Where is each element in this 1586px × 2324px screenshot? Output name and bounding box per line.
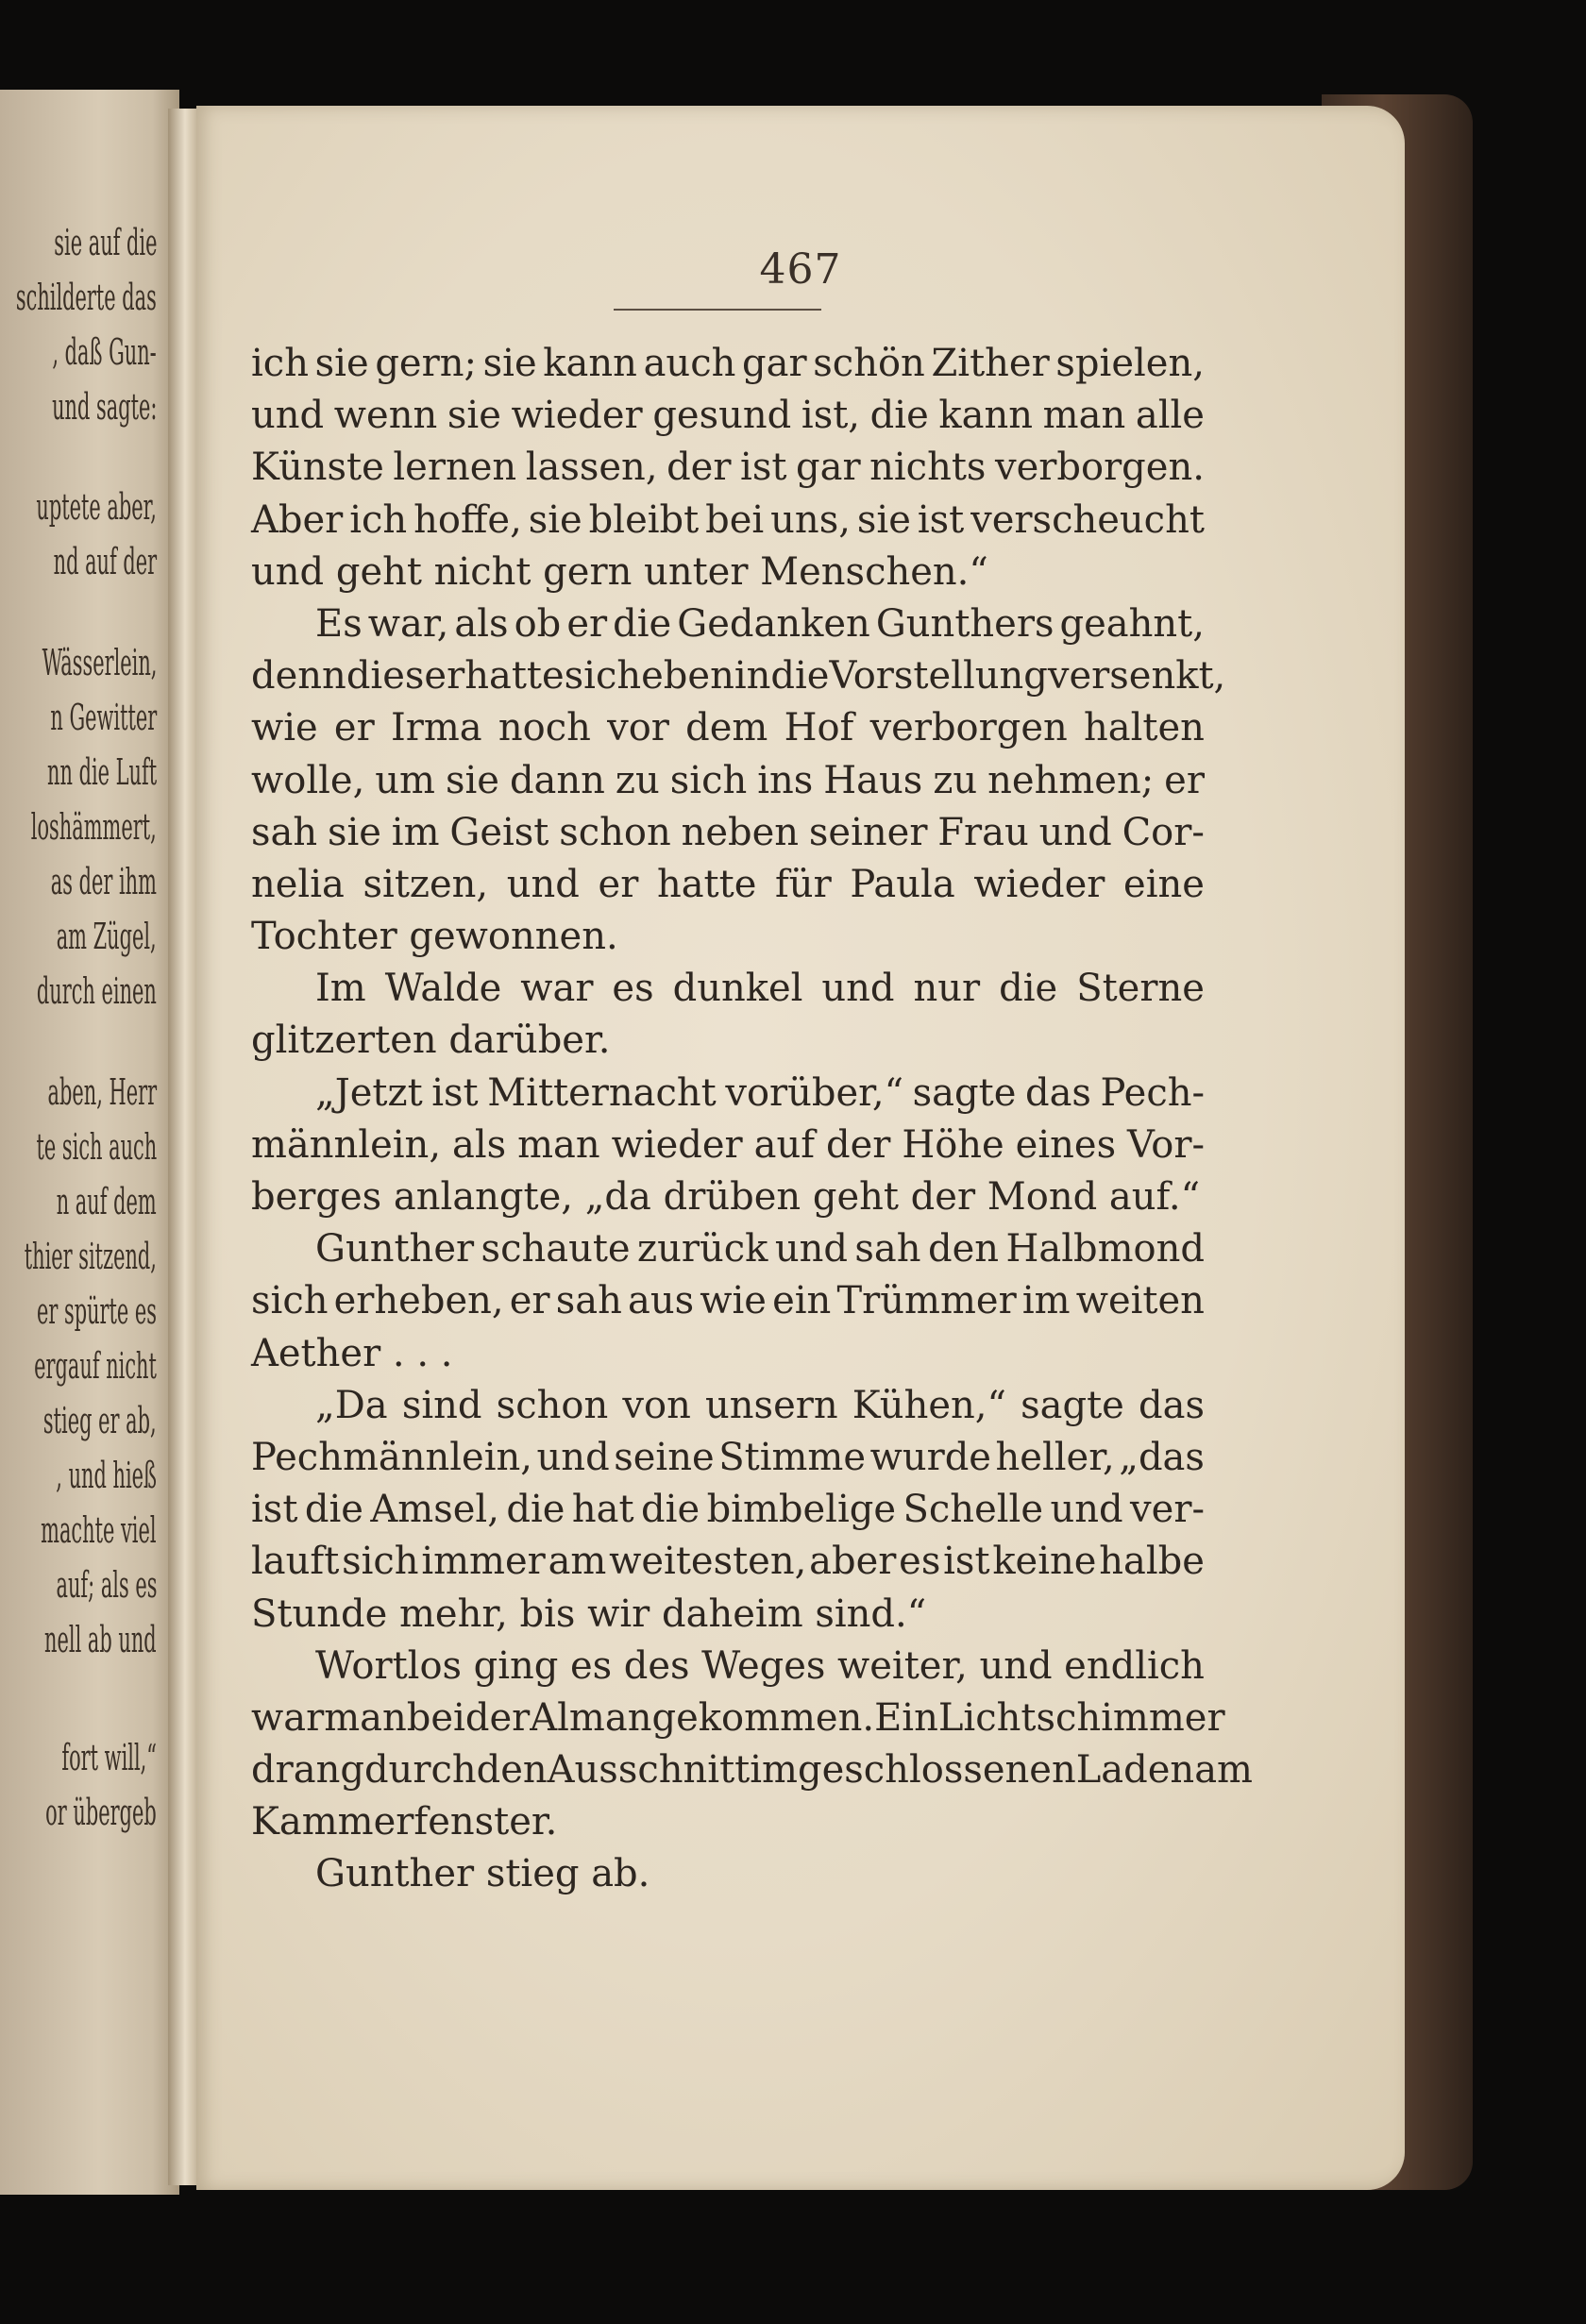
text-line: wolle, um sie dann zu sich ins Haus zu nehmen; er (251, 758, 1205, 802)
text-line: Stunde mehr, bis wir daheim sind.“ (251, 1591, 927, 1636)
text-line: denn dieser hatte sich eben in die Vorstellung versenkt, (251, 654, 1226, 699)
text-line: Im Walde war es dunkel und nur die Sterne (315, 967, 1205, 1011)
left-page-line: as der ihm (50, 861, 157, 902)
text-line: lauft sich immer am weitesten, aber es ist keine halbe (251, 1540, 1205, 1584)
left-page-line: or übergeb (45, 1792, 157, 1833)
text-line: drang durch den Ausschnitt im geschlossenen Laden am (251, 1748, 1253, 1793)
left-page-line: er spürte es (36, 1290, 157, 1332)
left-page-line: am Zügel, (57, 916, 157, 957)
page-number: 467 (759, 245, 842, 294)
text-line: Gunther schaute zurück und sah den Halbmond (315, 1227, 1205, 1271)
left-page-line: ergauf nicht (34, 1345, 157, 1387)
left-page-line: , und hieß (56, 1455, 157, 1496)
text-line: nelia sitzen, und er hatte für Paula wieder eine (251, 862, 1205, 906)
text-line: Aether . . . (251, 1331, 453, 1375)
text-line: Aber ich hoffe, sie bleibt bei uns, sie ist verscheucht (251, 497, 1205, 542)
text-line: Künste lernen lassen, der ist gar nichts verborgen. (251, 446, 1205, 490)
left-page-line: auf; als es (56, 1564, 157, 1606)
left-facing-page (0, 90, 179, 2195)
left-page-line: stieg er ab, (43, 1400, 157, 1441)
text-line: Kammerfenster. (251, 1800, 558, 1844)
text-line: Tochter gewonnen. (251, 915, 618, 959)
left-page-line: schilderte das (16, 277, 157, 318)
text-line: berges anlangte, „da drüben geht der Mond auf.“ (251, 1175, 1201, 1219)
left-page-line: uptete aber, (36, 486, 157, 528)
left-page-line: nn die Luft (46, 751, 157, 793)
left-page-line: n auf dem (57, 1181, 157, 1222)
left-page-line: loshämmert, (31, 806, 157, 848)
text-line: Es war, als ob er die Gedanken Gunthers geahnt, (315, 601, 1205, 646)
left-page-line: und sagte: (51, 386, 157, 428)
text-line: „Da sind schon von unsern Kühen,“ sagte das (315, 1383, 1205, 1427)
left-page-line: sie auf die (53, 222, 157, 263)
left-page-line: n Gewitter (50, 697, 157, 738)
text-line: glitzerten darüber. (251, 1019, 611, 1063)
text-line: war man bei der Alm angekommen. Ein Lichtschimmer (251, 1695, 1225, 1740)
left-page-line: nell ab und (44, 1619, 157, 1660)
text-line: sah sie im Geist schon neben seiner Frau und Cor- (251, 810, 1205, 854)
left-page-line: , daß Gun- (52, 331, 157, 373)
book-page (196, 106, 1405, 2190)
text-line: männlein, als man wieder auf der Höhe eines Vor- (251, 1122, 1205, 1167)
text-line: und geht nicht gern unter Menschen.“ (251, 549, 988, 594)
left-page-line: durch einen (37, 970, 157, 1012)
left-page-line: fort will,“ (61, 1737, 157, 1778)
left-page-line: thier sitzend, (24, 1236, 157, 1277)
text-line: ist die Amsel, die hat die bimbelige Schelle und ver- (251, 1488, 1205, 1532)
text-line: Pechmännlein, und seine Stimme wurde heller, „das (251, 1435, 1205, 1479)
text-line: Gunther stieg ab. (315, 1852, 650, 1896)
header-rule (614, 309, 821, 311)
left-page-line: aben, Herr (47, 1071, 157, 1113)
left-page-line: nd auf der (53, 541, 157, 582)
text-line: „Jetzt ist Mitternacht vorüber,“ sagte das Pech- (315, 1070, 1205, 1115)
text-line: wie er Irma noch vor dem Hof verborgen halten (251, 706, 1205, 750)
text-line: ich sie gern; sie kann auch gar schön Zither spielen, (251, 342, 1205, 385)
left-page-line: te sich auch (36, 1126, 157, 1168)
text-line: sich erheben, er sah aus wie ein Trümmer im weiten (251, 1279, 1205, 1323)
page-text (251, 338, 1253, 1901)
text-line: Wortlos ging es des Weges weiter, und endlich (315, 1643, 1205, 1688)
left-page-line: machte viel (41, 1509, 157, 1551)
left-page-line: Wässerlein, (42, 642, 157, 683)
text-line: und wenn sie wieder gesund ist, die kann man alle (251, 394, 1205, 438)
